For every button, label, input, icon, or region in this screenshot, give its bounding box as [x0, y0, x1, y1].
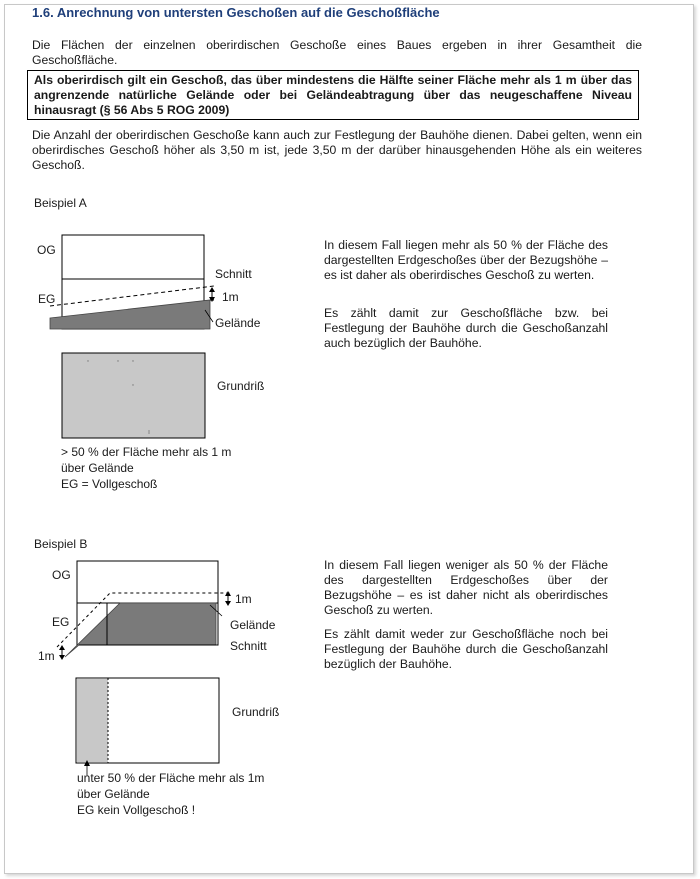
example-b-caption-1: unter 50 % der Fläche mehr als 1m [77, 771, 265, 785]
example-b-caption-3: EG kein Vollgeschoß ! [77, 803, 196, 817]
example-a-section-diagram [50, 235, 215, 329]
definition-box: Als oberirdisch gilt ein Geschoß, das über mindestens die Hälfte seiner Fläche mehr als 1 m über das angrenzende natürliche Gelände oder bei Geländeabtragung über das neugeschaffene Niveau hinausragt (§ 56 Abs 5 ROG 2009) [27, 70, 639, 120]
height-paragraph: Die Anzahl der oberirdischen Geschoße kann auch zur Festlegung der Bauhöhe dienen. Dabei gelten, wenn ein oberirdisches Geschoß höher als 3,50 m ist, jede 3,50 m der darüber hinausgehenden Höhe als ein weiteres Geschoß. [32, 128, 642, 172]
example-a-caption-3: EG = Vollgeschoß [61, 477, 158, 491]
example-b-eg-label: EG [52, 615, 70, 629]
example-b-1m-left-label: 1m [38, 649, 55, 663]
example-b-schnitt-label: Schnitt [230, 639, 267, 653]
example-a-title: Beispiel A [34, 196, 87, 210]
example-b-grundriss-label: Grundriß [232, 705, 280, 719]
example-a-caption-2: über Gelände [61, 461, 134, 475]
example-b-og-label: OG [52, 568, 71, 582]
intro-paragraph: Die Flächen der einzelnen oberirdischen Geschoße eines Baues ergeben in ihrer Gesamtheit die Geschoßfläche. [32, 38, 642, 67]
example-b-text-1: In diesem Fall liegen weniger als 50 % der Fläche des dargestellten Erdgeschoßes über der Bezugshöhe – es ist daher nicht als oberirdisches Geschoß zu werten. [324, 558, 608, 617]
section-heading: 1.6. Anrechnung von untersten Geschoßen auf die Geschoßfläche [32, 5, 440, 20]
example-a-1m-label: 1m [222, 290, 239, 304]
example-b-gelaende-label: Gelände [230, 618, 276, 632]
example-a-grundriss-label: Grundriß [217, 379, 265, 393]
example-a-gelaende-label: Gelände [215, 316, 261, 330]
example-a-caption-1: > 50 % der Fläche mehr als 1 m [61, 445, 232, 459]
example-a-plan-diagram [62, 353, 205, 438]
example-a-text-2: Es zählt damit zur Geschoßfläche bzw. bei Festlegung der Bauhöhe durch die Geschoßanzahl auch bezüglich der Bauhöhe. [324, 306, 608, 350]
example-a-og-label: OG [37, 243, 56, 257]
example-b-plan-diagram [76, 678, 219, 776]
example-a-plan [62, 353, 205, 438]
example-b-section-diagram [57, 561, 231, 660]
example-a-text-1: In diesem Fall liegen mehr als 50 % der Fläche des dargestellten Erdgeschoßes über der Bezugshöhe – es ist daher als oberirdisches Geschoß zu werten. [324, 238, 608, 282]
example-b-caption-2: über Gelände [77, 787, 150, 801]
example-a-schnitt-label: Schnitt [215, 267, 252, 281]
example-a-eg-label: EG [38, 292, 56, 306]
example-b-text-2: Es zählt damit weder zur Geschoßfläche noch bei Festlegung der Bauhöhe durch die Geschoßanzahl bezüglich der Bauhöhe. [324, 627, 608, 671]
example-b-1m-top-label: 1m [235, 592, 252, 606]
example-b-title: Beispiel B [34, 537, 88, 551]
